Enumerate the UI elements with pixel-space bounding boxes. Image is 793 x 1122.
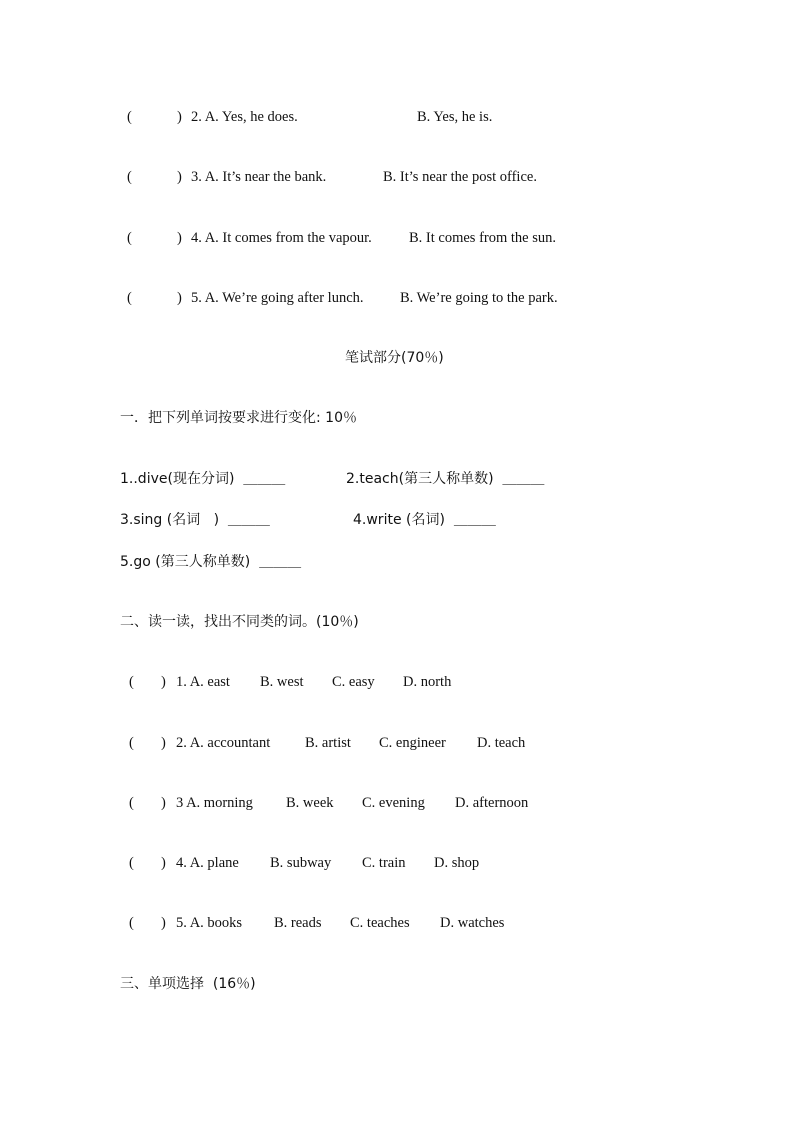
answer-bracket-close: ) — [161, 855, 166, 871]
word-transform-item-2: 2.teach(第三人称单数) ＿＿＿ — [346, 471, 545, 487]
written-part-title: 笔试部分(70％) — [345, 350, 444, 366]
answer-bracket-close: ) — [161, 735, 166, 751]
option-b: B. subway — [270, 855, 332, 871]
answer-bracket-open[interactable]: ( — [129, 735, 134, 751]
option-d: D. afternoon — [455, 795, 529, 811]
answer-bracket-close: ) — [161, 674, 166, 690]
section1-heading: 一．把下列单词按要求进行变化: 10％ — [120, 410, 357, 426]
answer-bracket-close: ) — [177, 290, 182, 306]
option-b: B. It comes from the sun. — [409, 230, 556, 246]
answer-bracket-open[interactable]: ( — [127, 169, 132, 185]
option-c: C. evening — [362, 795, 425, 811]
word-transform-item-5: 5.go (第三人称单数) ＿＿＿ — [120, 554, 302, 570]
option-c: C. engineer — [379, 735, 446, 751]
option-d: D. shop — [434, 855, 480, 871]
word-transform-item-4: 4.write (名词) ＿＿＿ — [353, 512, 496, 528]
option-a: 5. A. We’re going after lunch. — [191, 290, 364, 306]
option-c: C. teaches — [350, 915, 410, 931]
option-b: B. west — [260, 674, 304, 690]
answer-bracket-close: ) — [177, 109, 182, 125]
option-a: 3. A. It’s near the bank. — [191, 169, 327, 185]
option-a: 3 A. morning — [176, 795, 253, 811]
answer-bracket-open[interactable]: ( — [127, 290, 132, 306]
section2-heading: 二、读一读，找出不同类的词。(10％) — [120, 614, 359, 630]
option-b: B. reads — [274, 915, 322, 931]
option-a: 1. A. east — [176, 674, 230, 690]
option-c: C. easy — [332, 674, 375, 690]
option-d: D. teach — [477, 735, 526, 751]
option-a: 4. A. It comes from the vapour. — [191, 230, 372, 246]
answer-bracket-close: ) — [177, 169, 182, 185]
answer-bracket-open[interactable]: ( — [127, 109, 132, 125]
option-a: 2. A. accountant — [176, 735, 271, 751]
word-transform-item-3: 3.sing (名词 ) ＿＿＿ — [120, 512, 270, 528]
option-b: B. We’re going to the park. — [400, 290, 558, 306]
option-b: B. It’s near the post office. — [383, 169, 537, 185]
answer-bracket-close: ) — [161, 915, 166, 931]
answer-bracket-close: ) — [177, 230, 182, 246]
option-c: C. train — [362, 855, 406, 871]
option-a: 5. A. books — [176, 915, 243, 931]
answer-bracket-open[interactable]: ( — [129, 674, 134, 690]
option-d: D. watches — [440, 915, 505, 931]
word-transform-item-1: 1..dive(现在分词) ＿＿＿ — [120, 471, 286, 487]
option-a: 4. A. plane — [176, 855, 239, 871]
answer-bracket-open[interactable]: ( — [127, 230, 132, 246]
option-a: 2. A. Yes, he does. — [191, 109, 298, 125]
option-b: B. artist — [305, 735, 351, 751]
answer-bracket-open[interactable]: ( — [129, 855, 134, 871]
section3-heading: 三、单项选择 (16％) — [120, 976, 256, 992]
answer-bracket-close: ) — [161, 795, 166, 811]
option-d: D. north — [403, 674, 452, 690]
answer-bracket-open[interactable]: ( — [129, 795, 134, 811]
option-b: B. Yes, he is. — [417, 109, 493, 125]
option-b: B. week — [286, 795, 334, 811]
answer-bracket-open[interactable]: ( — [129, 915, 134, 931]
